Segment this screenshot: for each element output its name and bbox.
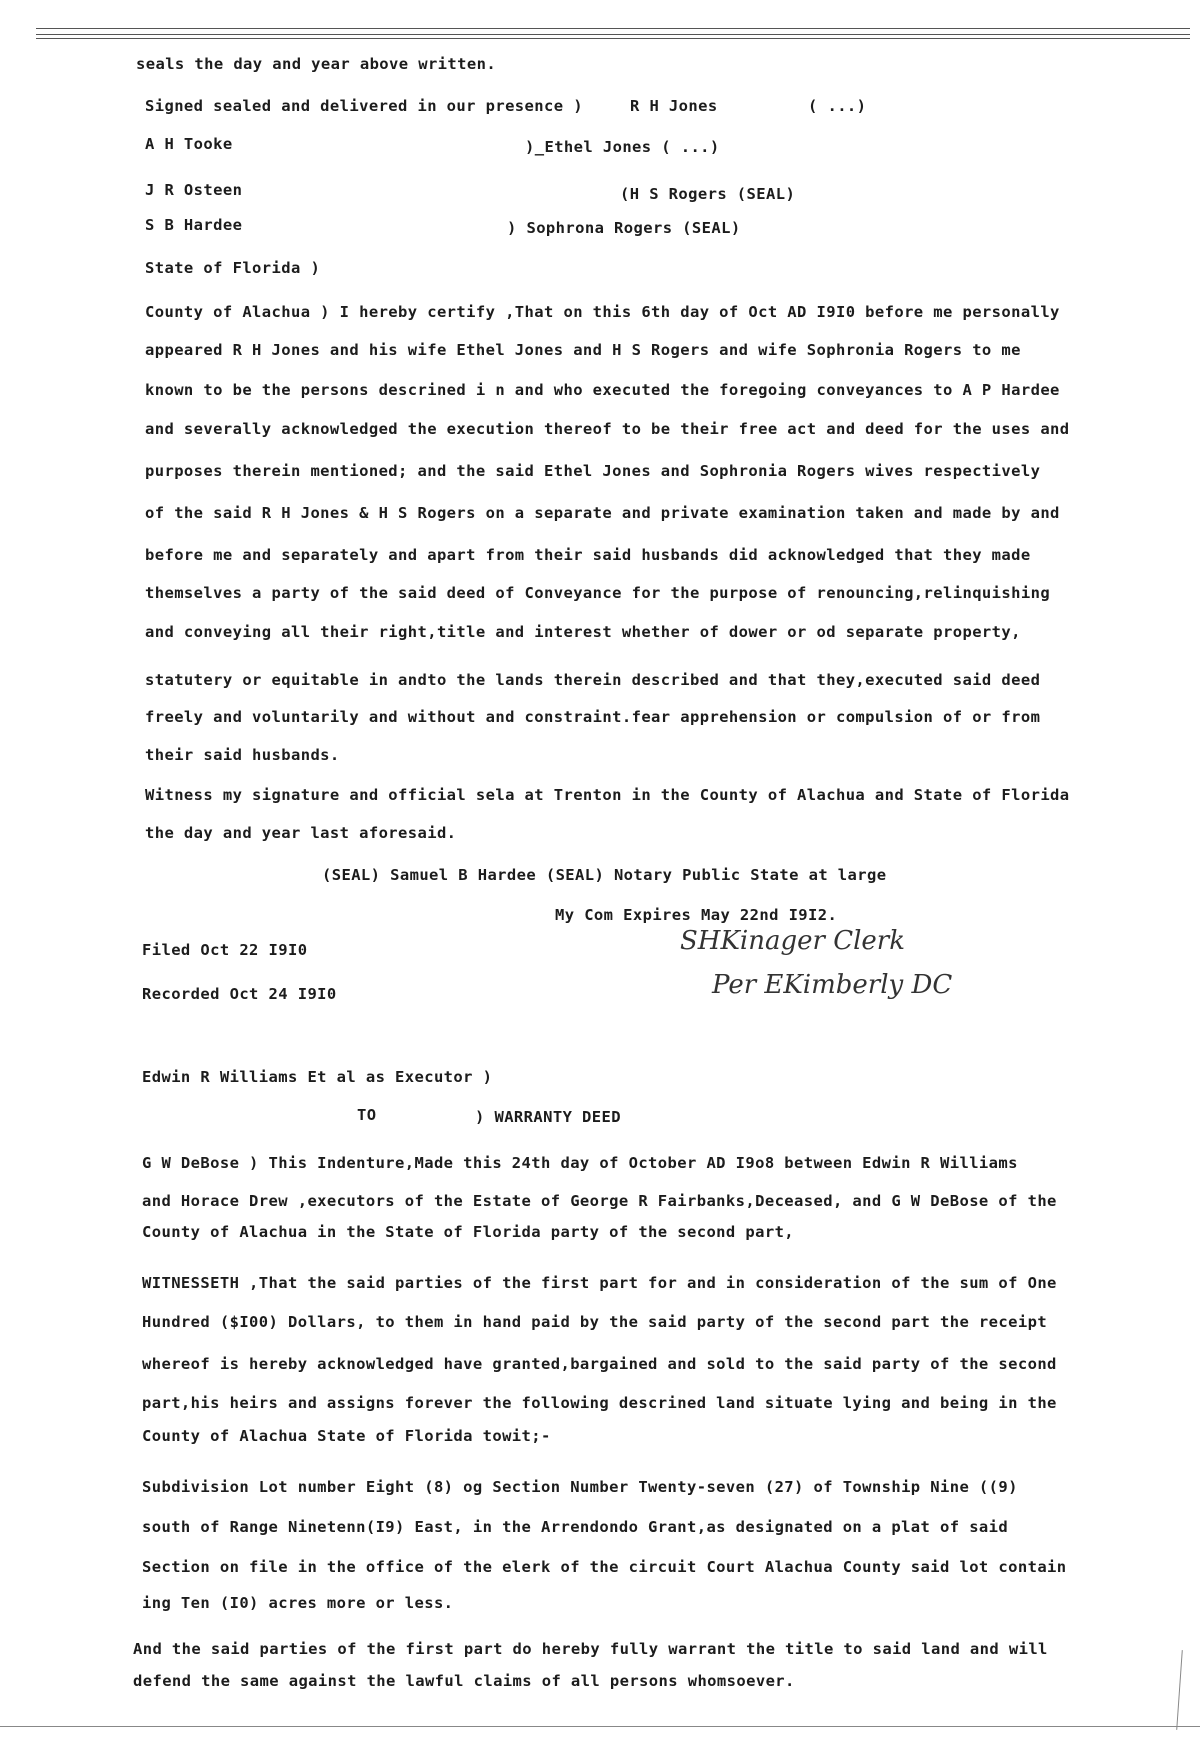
text-line: My Com Expires May 22nd I9I2.	[555, 906, 838, 924]
text-line: their said husbands.	[145, 746, 340, 764]
text-line: whereof is hereby acknowledged have granted,bargained and sold to the said party of the second	[142, 1355, 1057, 1373]
text-line: defend the same against the lawful claims of all persons whomsoever.	[133, 1672, 795, 1690]
text-line: purposes therein mentioned; and the said Ethel Jones and Sophronia Rogers wives respectively	[145, 462, 1041, 480]
text-line: J R Osteen	[145, 181, 243, 199]
text-line: Witness my signature and official sela at Trenton in the County of Alachua and State of Florida	[145, 786, 1070, 804]
text-line: (SEAL) Samuel B Hardee (SEAL) Notary Public State at large	[322, 866, 887, 884]
text-line: ) WARRANTY DEED	[475, 1108, 621, 1126]
text-line: and severally acknowledged the execution thereof to be their free act and deed for the uses and	[145, 420, 1070, 438]
text-line: themselves a party of the said deed of Conveyance for the purpose of renouncing,relinquishing	[145, 584, 1051, 602]
text-line: ( ...)	[808, 97, 867, 115]
text-line: )_Ethel Jones ( ...)	[525, 138, 720, 156]
text-line: south of Range Ninetenn(I9) East, in the Arrendondo Grant,as designated on a plat of said	[142, 1518, 1009, 1536]
text-line: S B Hardee	[145, 216, 243, 234]
text-line: Hundred ($I00) Dollars, to them in hand paid by the said party of the second part the receipt	[142, 1313, 1048, 1331]
text-line: of the said R H Jones & H S Rogers on a separate and private examination taken and made by and	[145, 504, 1060, 522]
text-line: And the said parties of the first part do hereby fully warrant the title to said land and will	[133, 1640, 1048, 1658]
text-line: ing Ten (I0) acres more or less.	[142, 1594, 454, 1612]
text-line: WITNESSETH ,That the said parties of the first part for and in consideration of the sum of One	[142, 1274, 1057, 1292]
text-line: the day and year last aforesaid.	[145, 824, 457, 842]
text-line: and Horace Drew ,executors of the Estate of George R Fairbanks,Deceased, and G W DeBose of the	[142, 1192, 1057, 1210]
text-line: County of Alachua State of Florida towit;-	[142, 1427, 551, 1445]
text-line: freely and voluntarily and without and constraint.fear apprehension or compulsion of or from	[145, 708, 1041, 726]
top-border-line-3	[36, 38, 1190, 39]
text-line: Recorded Oct 24 I9I0	[142, 985, 337, 1003]
text-line: County of Alachua ) I hereby certify ,That on this 6th day of Oct AD I9I0 before me personally	[145, 303, 1060, 321]
clerk-signature: Per EKimberly DC	[712, 970, 953, 1000]
text-line: part,his heirs and assigns forever the following descrined land situate lying and being in the	[142, 1394, 1057, 1412]
page-edge	[1176, 1650, 1183, 1730]
text-line: Subdivision Lot number Eight (8) og Section Number Twenty-seven (27) of Township Nine ((9)	[142, 1478, 1018, 1496]
text-line: State of Florida )	[145, 259, 321, 277]
top-border-line	[36, 28, 1190, 29]
bottom-border-line	[0, 1726, 1200, 1727]
text-line: County of Alachua in the State of Florida party of the second part,	[142, 1223, 795, 1241]
text-line: and conveying all their right,title and interest whether of dower or od separate property,	[145, 623, 1021, 641]
text-line: TO	[357, 1106, 377, 1124]
text-line: A H Tooke	[145, 135, 233, 153]
text-line: statutery or equitable in andto the lands therein described and that they,executed said deed	[145, 671, 1041, 689]
text-line: known to be the persons descrined i n and who executed the foregoing conveyances to A P Hardee	[145, 381, 1060, 399]
text-line: (H S Rogers (SEAL)	[620, 185, 796, 203]
text-line: G W DeBose ) This Indenture,Made this 24th day of October AD I9o8 between Edwin R Williams	[142, 1154, 1018, 1172]
text-line: Filed Oct 22 I9I0	[142, 941, 308, 959]
text-line: appeared R H Jones and his wife Ethel Jones and H S Rogers and wife Sophronia Rogers to me	[145, 341, 1021, 359]
text-line: seals the day and year above written.	[136, 55, 497, 73]
clerk-signature: SHKinager Clerk	[680, 926, 905, 956]
text-line: Edwin R Williams Et al as Executor )	[142, 1068, 493, 1086]
text-line: Signed sealed and delivered in our presence )	[145, 97, 583, 115]
text-line: ) Sophrona Rogers (SEAL)	[507, 219, 741, 237]
text-line: Section on file in the office of the elerk of the circuit Court Alachua County said lot contain	[142, 1558, 1067, 1576]
text-line: before me and separately and apart from their said husbands did acknowledged that they made	[145, 546, 1031, 564]
top-border-line-2	[36, 34, 1190, 35]
text-line: R H Jones	[630, 97, 718, 115]
